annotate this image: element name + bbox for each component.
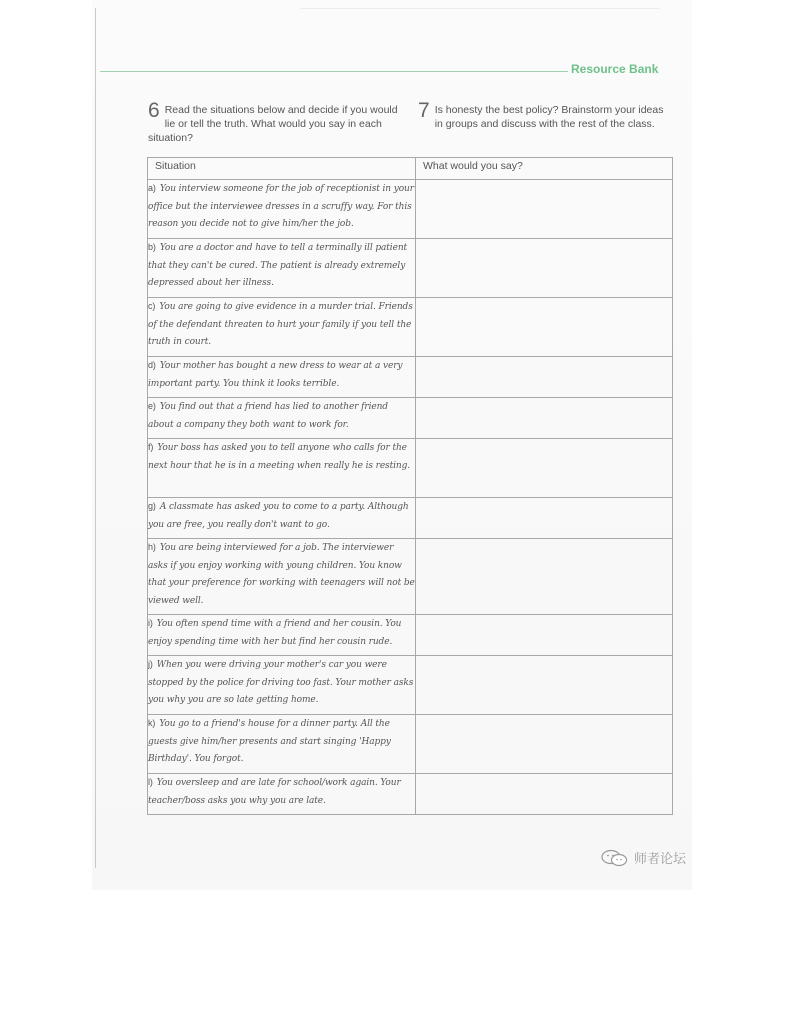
situation-text: You find out that a friend has lied to another friend about a company they both want to work for. xyxy=(148,402,388,430)
answer-cell[interactable] xyxy=(416,180,673,239)
situation-letter: f) xyxy=(148,442,154,452)
section-title: Resource Bank xyxy=(571,62,659,76)
table-row xyxy=(148,239,673,298)
situation-cell xyxy=(148,439,416,498)
table-row xyxy=(148,439,673,498)
task-6 xyxy=(148,99,398,145)
answer-cell[interactable] xyxy=(416,398,673,439)
column-header-answer: What would you say? xyxy=(416,158,673,180)
situation-text: You are being interviewed for a job. The interviewer asks if you enjoy working with young children. You know that your preference for working with teenagers will not be viewed well. xyxy=(148,543,415,606)
answer-cell[interactable] xyxy=(416,239,673,298)
wechat-icon xyxy=(600,849,630,867)
answer-cell[interactable] xyxy=(416,357,673,398)
table-row xyxy=(148,715,673,774)
top-divider xyxy=(300,8,660,9)
table-row xyxy=(148,774,673,815)
situations-table xyxy=(147,157,673,815)
situation-cell xyxy=(148,298,416,357)
task-7-instructions: Is honesty the best policy? Brainstorm your ideas in groups and discuss with the rest of the class. xyxy=(434,104,664,130)
situation-letter: i) xyxy=(148,618,153,628)
answer-cell[interactable] xyxy=(416,615,673,656)
situation-letter: l) xyxy=(148,777,153,787)
table-row xyxy=(148,498,673,539)
situation-cell xyxy=(148,498,416,539)
situation-cell xyxy=(148,656,416,715)
situation-cell xyxy=(148,715,416,774)
answer-cell[interactable] xyxy=(416,439,673,498)
situation-cell xyxy=(148,357,416,398)
situation-text: You interview someone for the job of receptionist in your office but the interviewee dresses in a scruffy way. For this reason you decide not to give him/her the job. xyxy=(148,184,414,229)
page-edge-rule xyxy=(95,8,96,868)
situation-cell xyxy=(148,180,416,239)
column-header-situation: Situation xyxy=(148,158,416,180)
situation-text: When you were driving your mother's car you were stopped by the police for driving too fast. Your mother asks you why you are so late getting home. xyxy=(148,660,414,705)
situation-letter: c) xyxy=(148,301,156,311)
situation-cell xyxy=(148,239,416,298)
table-row xyxy=(148,615,673,656)
table-row xyxy=(148,298,673,357)
table-row xyxy=(148,180,673,239)
task-6-number: 6 xyxy=(148,99,160,122)
answer-cell[interactable] xyxy=(416,498,673,539)
situation-text: You go to a friend's house for a dinner party. All the guests give him/her presents and start singing 'Happy Birthday'. You forgot. xyxy=(148,719,391,764)
answer-cell[interactable] xyxy=(416,774,673,815)
table-row xyxy=(148,539,673,615)
situation-cell xyxy=(148,615,416,656)
situation-letter: d) xyxy=(148,360,156,370)
situation-letter: g) xyxy=(148,501,156,511)
situation-cell xyxy=(148,539,416,615)
situation-text: Your boss has asked you to tell anyone who calls for the next hour that he is in a meeting when really he is resting. xyxy=(148,443,410,471)
situation-letter: j) xyxy=(148,659,153,669)
answer-cell[interactable] xyxy=(416,539,673,615)
header-rule xyxy=(100,71,568,72)
task-6-instructions: Read the situations below and decide if you would lie or tell the truth. What would you say in each situation? xyxy=(148,104,398,144)
situation-cell xyxy=(148,398,416,439)
table-row xyxy=(148,357,673,398)
situation-letter: a) xyxy=(148,183,156,193)
situation-letter: e) xyxy=(148,401,156,411)
table-row xyxy=(148,656,673,715)
answer-cell[interactable] xyxy=(416,298,673,357)
situation-letter: k) xyxy=(148,718,156,728)
answer-cell[interactable] xyxy=(416,715,673,774)
watermark xyxy=(600,848,686,867)
situation-cell xyxy=(148,774,416,815)
situation-text: You are going to give evidence in a murder trial. Friends of the defendant threaten to hurt your family if you tell the truth in court. xyxy=(148,302,413,347)
table-row xyxy=(148,398,673,439)
watermark-text: 师者论坛 xyxy=(634,852,687,867)
task-7 xyxy=(418,99,664,131)
situation-text: Your mother has bought a new dress to wear at a very important party. You think it looks terrible. xyxy=(148,361,403,389)
table-header-row xyxy=(148,158,673,180)
situation-letter: h) xyxy=(148,542,156,552)
answer-cell[interactable] xyxy=(416,656,673,715)
situation-text: A classmate has asked you to come to a party. Although you are free, you really don't want to go. xyxy=(148,502,409,530)
situation-text: You oversleep and are late for school/work again. Your teacher/boss asks you why you are late. xyxy=(148,778,401,806)
situation-letter: b) xyxy=(148,242,156,252)
situation-text: You often spend time with a friend and her cousin. You enjoy spending time with her but find her cousin rude. xyxy=(148,619,402,647)
task-7-number: 7 xyxy=(418,99,430,122)
situation-text: You are a doctor and have to tell a terminally ill patient that they can't be cured. The patient is already extremely depressed about her illness. xyxy=(148,243,408,288)
